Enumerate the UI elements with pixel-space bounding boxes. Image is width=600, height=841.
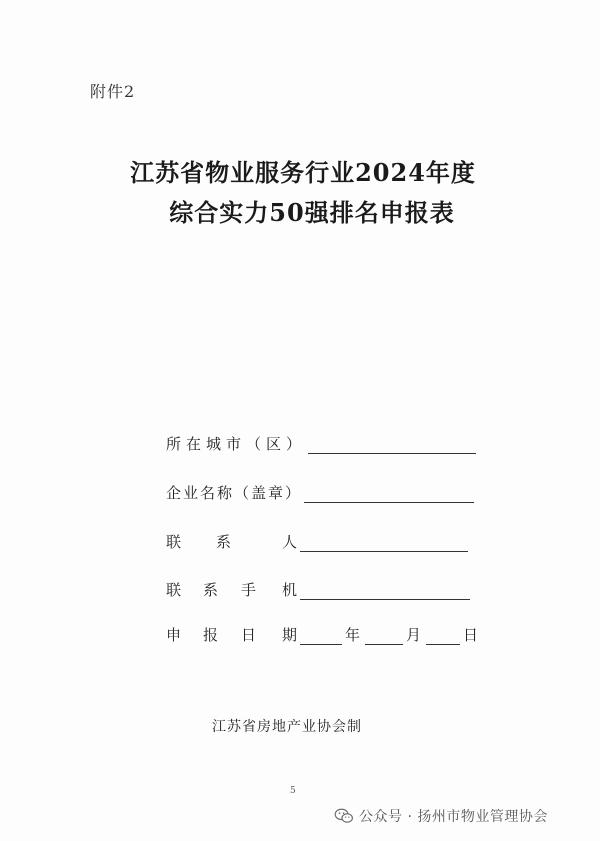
document-title-line2: 综合实力50强排名申报表 <box>169 198 455 227</box>
document-title-line1: 江苏省物业服务行业2024年度 <box>130 158 476 187</box>
month-unit: 月 <box>406 626 422 644</box>
date-label-char: 报 <box>203 626 219 644</box>
contact-label <box>166 532 298 552</box>
wechat-icon <box>334 808 354 824</box>
page-number: 5 <box>290 786 296 796</box>
date-label-char: 申 <box>166 626 182 644</box>
watermark <box>334 806 548 826</box>
phone-label-char: 系 <box>203 581 219 599</box>
day-blank-line <box>426 626 460 645</box>
date-label <box>166 625 298 645</box>
month-blank-line <box>365 626 403 645</box>
city-blank-line <box>308 435 476 454</box>
phone-label-char: 机 <box>282 581 298 599</box>
phone-label-char: 手 <box>241 581 257 599</box>
date-label-char: 日 <box>241 626 257 644</box>
company-label: 企业名称（盖章） <box>166 484 303 502</box>
day-unit: 日 <box>463 626 479 644</box>
phone-label <box>166 580 298 600</box>
year-unit: 年 <box>345 626 361 644</box>
contact-label-char: 联 <box>166 533 182 551</box>
date-label-char: 期 <box>282 626 298 644</box>
form-row-contact <box>166 530 468 552</box>
year-blank-line <box>300 626 342 645</box>
form-row-phone <box>166 578 470 600</box>
city-label: 所在城市（区） <box>166 435 307 453</box>
company-blank-line <box>304 484 474 503</box>
attachment-label: 附件2 <box>90 82 136 101</box>
form-row-date <box>166 623 481 645</box>
contact-label-char: 人 <box>282 533 298 551</box>
contact-blank-line <box>300 533 468 552</box>
phone-label-char: 联 <box>166 581 182 599</box>
watermark-text: 公众号 · 扬州市物业管理协会 <box>359 809 548 825</box>
contact-label-char: 系 <box>216 533 232 551</box>
form-row-company <box>166 481 474 503</box>
form-row-city <box>166 432 476 454</box>
issuer-label: 江苏省房地产业协会制 <box>212 719 362 735</box>
phone-blank-line <box>300 581 470 600</box>
